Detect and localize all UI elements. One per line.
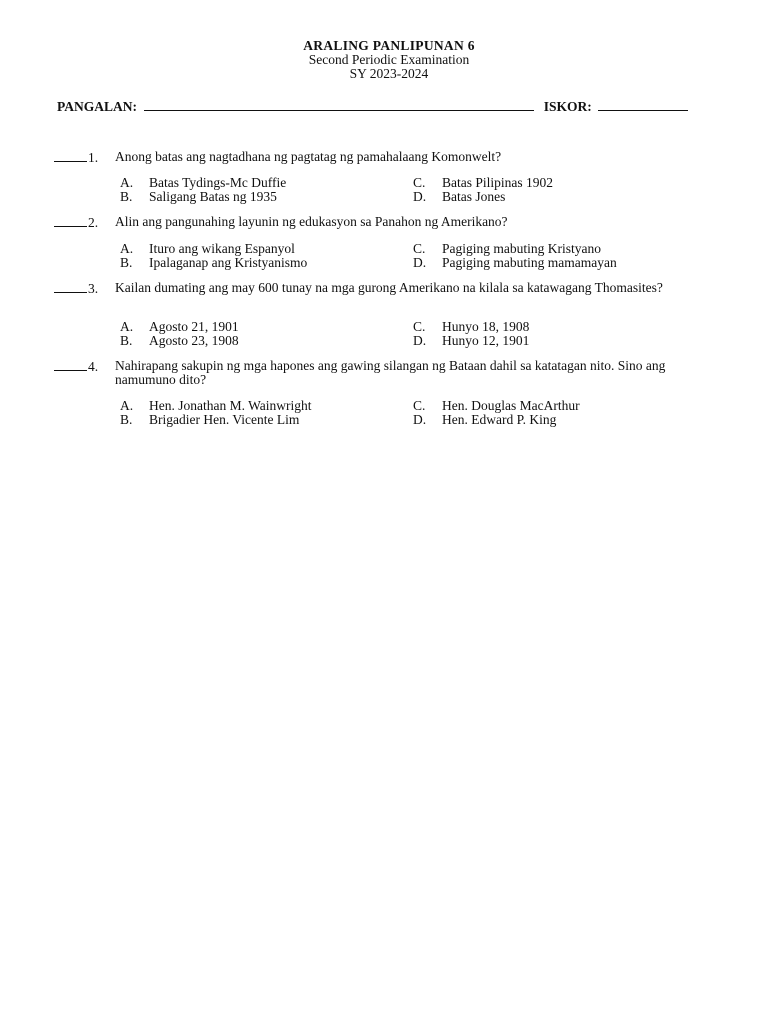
score-field[interactable] [598, 99, 688, 111]
option-b: B. Brigadier Hen. Vicente Lim [120, 412, 300, 427]
answer-blank-4[interactable] [54, 370, 87, 371]
option-b: B. Saligang Batas ng 1935 [120, 189, 277, 204]
option-d: D. Hunyo 12, 1901 [413, 333, 530, 348]
option-a: A. Hen. Jonathan M. Wainwright [120, 398, 312, 413]
question-number: 4. [88, 359, 99, 374]
question-text: Anong batas ang nagtadhana ng pagtatag ng pamahalaang Komonwelt? [115, 149, 502, 164]
option-c: C. Batas Pilipinas 1902 [413, 175, 553, 190]
option-a: A. Ituro ang wikang Espanyol [120, 241, 295, 256]
option-a: A. Agosto 21, 1901 [120, 319, 239, 334]
option-d: D. Pagiging mabuting mamamayan [413, 255, 617, 270]
student-info-line [57, 99, 688, 115]
option-a: A. Batas Tydings-Mc Duffie [120, 175, 287, 190]
question-number: 2. [88, 215, 99, 230]
question-number: 3. [88, 281, 99, 296]
question-number: 1. [88, 150, 99, 165]
name-field[interactable] [144, 99, 534, 111]
school-year: SY 2023-2024 [349, 66, 429, 81]
question-text: Alin ang pangunahing layunin ng edukasyon sa Panahon ng Amerikano? [115, 214, 508, 229]
option-b: B. Agosto 23, 1908 [120, 333, 239, 348]
question-text: Nahirapang sakupin ng mga hapones ang gawing silangan ng Bataan dahil sa katatagan nito. Sino ang namumuno dito? [115, 358, 666, 387]
option-d: D. Batas Jones [413, 189, 506, 204]
question-text: Kailan dumating ang may 600 tunay na mga gurong Amerikano na kilala sa katawagang Thomasites? [115, 280, 663, 295]
option-b: B. Ipalaganap ang Kristyanismo [120, 255, 308, 270]
option-d: D. Hen. Edward P. King [413, 412, 557, 427]
option-c: C. Hunyo 18, 1908 [413, 319, 530, 334]
exam-header [0, 39, 768, 81]
option-c: C. Pagiging mabuting Kristyano [413, 241, 601, 256]
option-c: C. Hen. Douglas MacArthur [413, 398, 580, 413]
score-label: ISKOR: [543, 99, 592, 114]
answer-blank-1[interactable] [54, 161, 87, 162]
exam-title: ARALING PANLIPUNAN 6 [303, 38, 475, 53]
answer-blank-3[interactable] [54, 292, 87, 293]
answer-blank-2[interactable] [54, 226, 87, 227]
exam-subtitle: Second Periodic Examination [308, 52, 470, 67]
name-label: PANGALAN: [57, 99, 137, 114]
